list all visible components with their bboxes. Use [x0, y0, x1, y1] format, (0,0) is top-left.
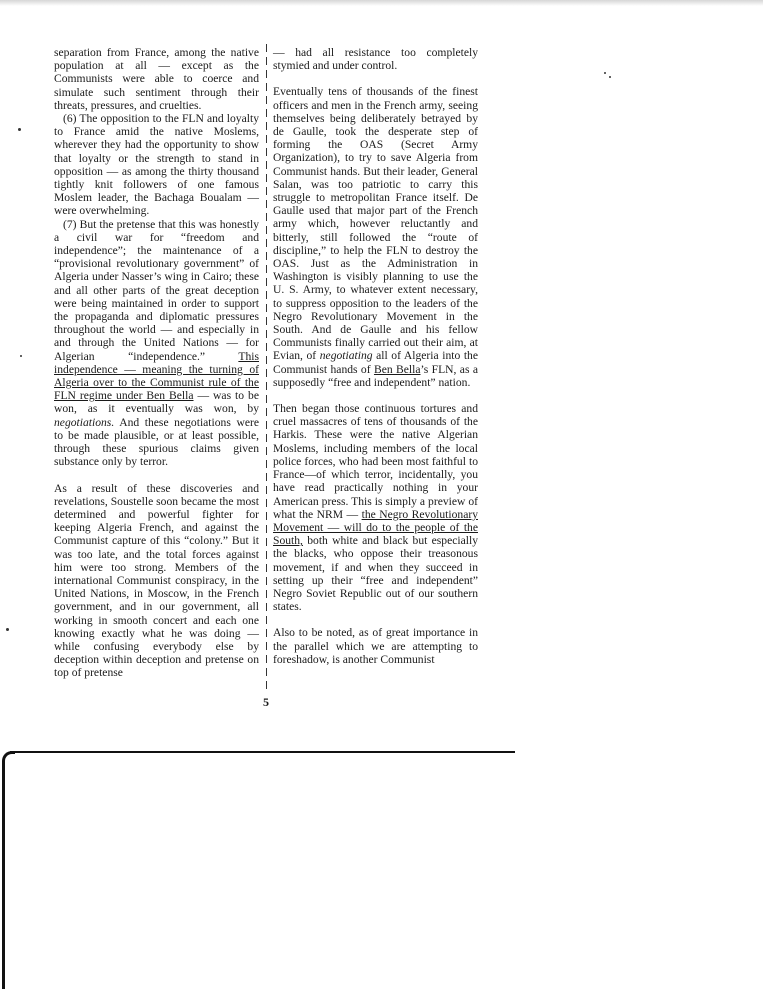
- right-paragraph-1: — had all resistance too completely stymied and under control.: [273, 46, 478, 73]
- scan-top-edge: [0, 0, 763, 6]
- right-p3-start: Then began those continuous tortures and cruel massacres of tens of thousands of the Harkis. These were the native Algerian Moslems, including members of the local police forces, who had been most faithful to France—of which terror, incidentally, you have read practically nothing in your American press. This is simply a preview of what the NRM —: [273, 402, 478, 521]
- page-number: 5: [263, 695, 269, 709]
- scan-speck: [18, 128, 21, 131]
- left-p3-start: (7) But the pretense that this was honestly a civil war for “freedom and independence”; the maintenance of a “provisional revolutionary government” of Algeria under Nasser’s wing in Cairo; these and all other parts of the great deception were being maintained in order to support the propaganda and diplomatic pressures throughout the world — and especially in and through the United Nations — for Algerian “independence.”: [54, 217, 259, 363]
- left-column: [54, 46, 259, 680]
- scan-speck: [604, 72, 606, 74]
- right-p2-end: ’s FLN, as a supposedly “free and independent” nation.: [273, 362, 478, 389]
- left-p3-italic: negotiations.: [54, 415, 115, 429]
- right-p2-italic: negotiating: [319, 349, 373, 363]
- scan-speck: [609, 76, 611, 78]
- column-divider: [266, 44, 267, 692]
- left-paragraph-4: As a result of these discoveries and revelations, Soustelle soon became the most determined and powerful fighter for keeping Algeria French, and against the Communist capture of this “colony.” But it was too late, and the total forces against him were too strong. Members of the international Communist conspiracy, in the United Nations, in Moscow, in the French government, and in our government, all working in smooth concert and each one knowing exactly what he was doing — while confusing everybody else by deception within deception and pretense on top of pretense: [54, 481, 259, 680]
- right-column: [273, 46, 478, 666]
- right-paragraph-4: Also to be noted, as of great importance in the parallel which we are attempting to foreshadow, is another Communist: [273, 626, 478, 666]
- scan-speck: [6, 628, 9, 631]
- scan-speck: [20, 355, 22, 357]
- right-p3-end: both white and black but especially the blacks, who oppose their treasonous movement, if and when they succeed in setting up their “free and independent” Negro Soviet Republic out of our southern states.: [273, 534, 478, 614]
- left-p3-end: And these negotiations were to be made plausible, or at least possible, through these spurious claims given substance only by terror.: [54, 415, 259, 469]
- handwritten-underline-ben-bella: Ben Bella: [373, 362, 421, 376]
- right-paragraph-2: [273, 85, 478, 389]
- left-p3-mid: — was to be won, as it eventually was won, by: [54, 389, 259, 416]
- left-paragraph-2: (6) The opposition to the FLN and loyalty to France amid the native Moslems, wherever they had the opportunity to show that loyalty or the strength to stand in opposition — as among the thirty thousand tightly knit followers of one famous Moslem leader, the Bachaga Boualam — were overwhelming.: [54, 112, 259, 218]
- right-p2-start: Eventually tens of thousands of the finest officers and men in the French army, seeing themselves being deliberately betrayed by de Gaulle, took the desperate step of forming the OAS (Secret Army Organization), to try to save Algeria from Communist hands. But their leader, General Salan, was too patriotic to carry this struggle to metropolitan France itself. De Gaulle used that major part of the French army which, however reluctantly and bitterly, still followed the “route of discipline,” to help the FLN to destroy the OAS. Just as the Administration in Washington is visibly planning to use the U. S. Army, to whatever extent necessary, to suppress opposition to the leaders of the Negro Revolutionary Movement in the South. And de Gaulle and his fellow Communists finally carried out their aim, at Evian, of: [273, 85, 478, 363]
- scan-bottom-edge: [2, 751, 15, 989]
- right-p2-mid: all of Algeria into the Communist hands of: [273, 349, 478, 376]
- handwritten-underline-nrm: the Negro Revolutionary Movement — will do to the people of the South,: [273, 507, 478, 548]
- right-paragraph-3: [273, 402, 478, 613]
- left-paragraph-3: [54, 218, 259, 469]
- handwritten-underline-independence: This independence — meaning the turning of Algeria over to the Communist rule of the FLN regime under Ben Bella: [54, 349, 259, 403]
- bottom-rule: [10, 751, 515, 753]
- left-paragraph-1: separation from France, among the native population at all — except as the Communists were able to coerce and simulate such sentiment through their threats, pressures, and cruelties.: [54, 46, 259, 112]
